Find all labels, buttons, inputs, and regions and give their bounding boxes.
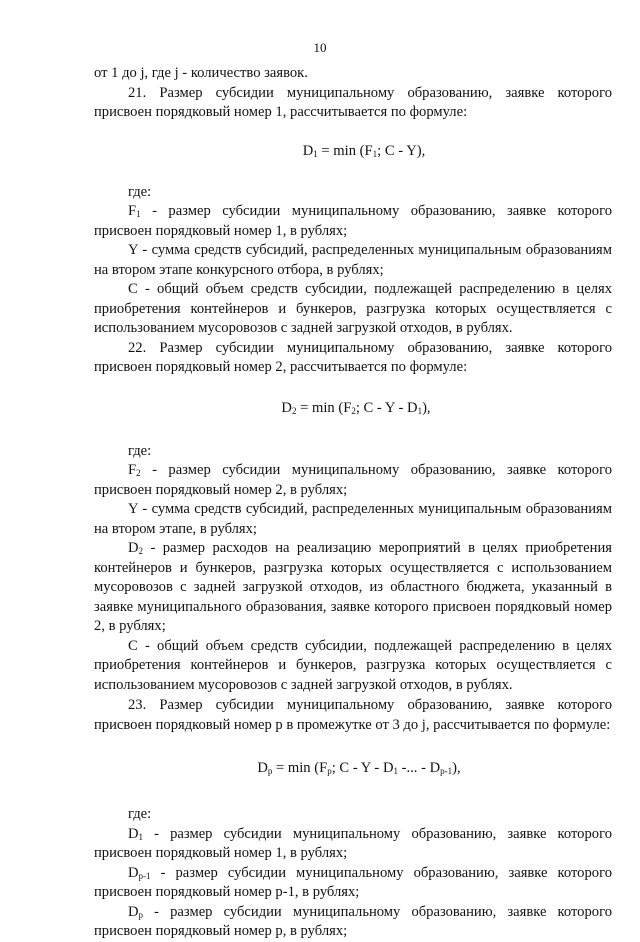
document-body <box>94 64 612 942</box>
where-label: где: <box>128 806 152 822</box>
definition-c: C - общий объем средств субсидии, подлежащей распределению в целях приобретения контейнеров и бункеров, разгрузка которых осуществляется с использованием мусоровозов с задней загрузкой отходов, в рублях. <box>94 637 612 693</box>
definition-dp-1: $D_{p-1}$ - размер субсидии муниципальному образованию, заявке которого присвоен порядковый номер p-1, в рублях; <box>94 864 612 900</box>
definition-c: C - общий объем средств субсидии, подлежащей распределению в целях приобретения контейнеров и бункеров, разгрузка которых осуществляется с использованием мусоровозов с задней загрузкой отходов, в рублях. <box>94 281 612 336</box>
definition-f2: $F_2$ - размер субсидии муниципальному образованию, заявке которого присвоен порядковый номер 2, в рублях; <box>94 462 612 498</box>
definition-f1: $F_1$ - размер субсидии муниципальному образованию, заявке которого присвоен порядковый номер 1, в рублях; <box>94 203 612 239</box>
formula-d1: $D_1 = \min (F_1$; C - Y), <box>302 142 426 159</box>
where-label: где: <box>128 442 152 459</box>
where-label: где: <box>128 183 152 200</box>
definition-y: Y - сумма средств субсидий, распределенных муниципальным образованиям на втором этапе, в рублях; <box>94 501 612 537</box>
clause-23: 23. Размер субсидии муниципальному образованию, заявке которого присвоен порядковый номер p в промежутке от 3 до j, рассчитывается по формуле: <box>94 697 612 733</box>
definition-y: Y - сумма средств субсидий, распределенных муниципальным образованиям на втором этапе конкурсного отбора, в рублях; <box>94 242 612 278</box>
definition-d2: $D_2$ - размер расходов на реализацию мероприятий в целях приобретения контейнеров и бункеров, разгрузка которых осуществляется с использованием мусоровозов с задней загрузкой отходов, из областного бюджета, указанный в заявке муниципального образования, заявке которого присвоен порядковый номер 2, в рублях; <box>94 540 612 634</box>
definition-d1: $D_1$ - размер субсидии муниципальному образованию, заявке которого присвоен порядковый номер 1, в рублях; <box>94 825 612 861</box>
formula-dp: $D_p = \min (F_p$; C - Y - $D_1$ -... - $D_{p-1}$), <box>257 760 461 776</box>
definition-dp: $D_p$ - размер субсидии муниципальному образованию, заявке которого присвоен порядковый номер p, в рублях; <box>94 903 612 939</box>
continuation-line: от 1 до j, где j - количество заявок. <box>94 65 308 81</box>
clause-21: 21. Размер субсидии муниципальному образованию, заявке которого присвоен порядковый номер 1, рассчитывается по формуле: <box>94 84 612 120</box>
clause-22: 22. Размер субсидии муниципальному образованию, заявке которого присвоен порядковый номер 2, рассчитывается по формуле: <box>94 339 612 375</box>
formula-d2: $D_2 = \min (F_2$; C - Y - $D_1$), <box>281 399 431 416</box>
page-number: 10 <box>313 40 327 55</box>
